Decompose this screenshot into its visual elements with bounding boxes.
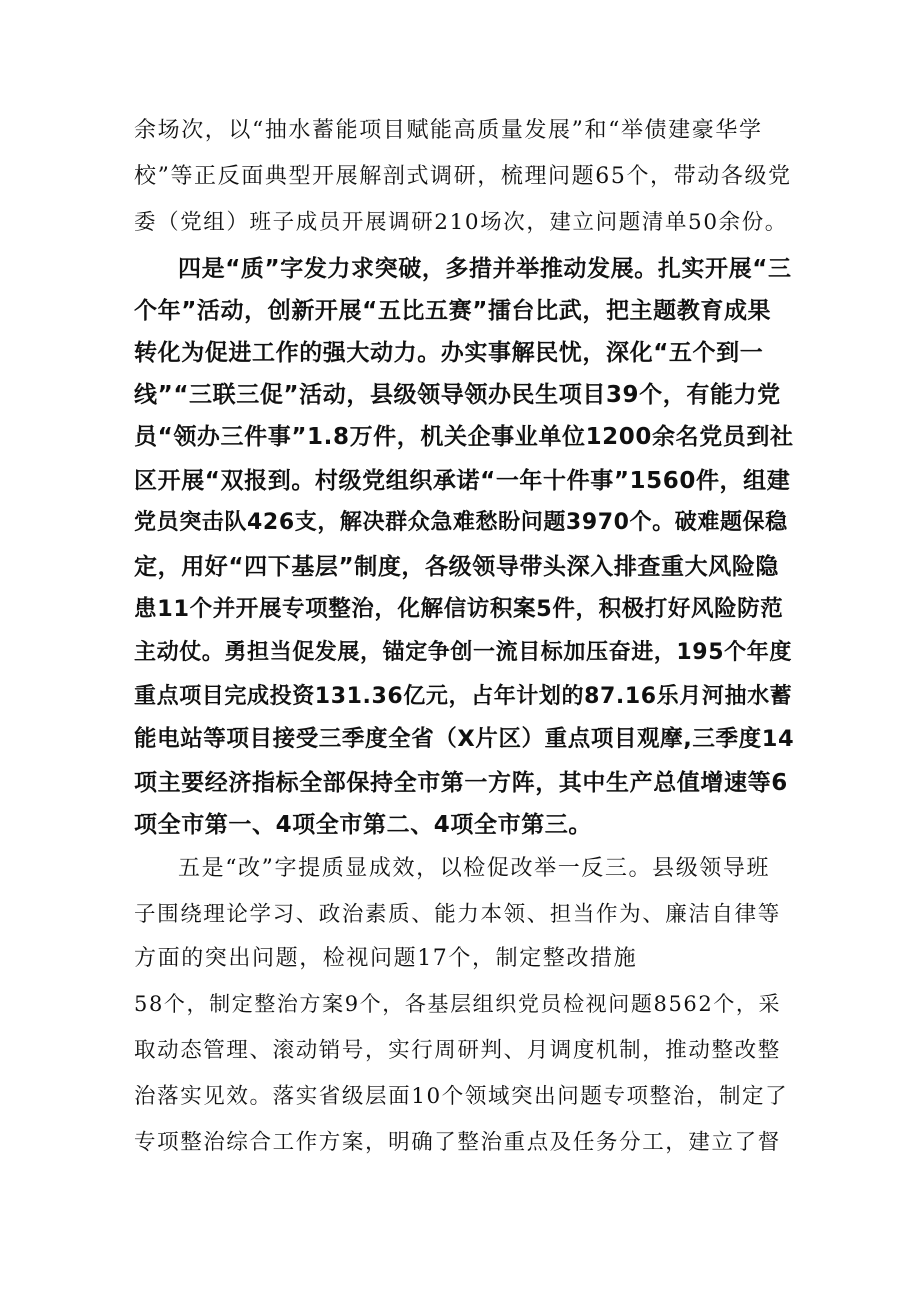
text-line: 项全市第一、4项全市第二、4项全市第三。 [134, 812, 593, 838]
text-line: 取动态管理、滚动销号，实行周研判、月调度机制，推动整改整 [134, 1038, 781, 1063]
text-line: 校”等正反面典型开展解剖式调研，梳理问题65个，带动各级党 [134, 164, 792, 189]
text-line: 能电站等项目接受三季度全省（X片区）重点项目观摩,三季度14 [134, 726, 795, 752]
text-line: 线”“三联三促”活动，县级领导领办民生项目39个，有能力党 [134, 382, 781, 408]
text-line: 项主要经济指标全部保持全市第一方阵，其中生产总值增速等6 [134, 770, 788, 796]
text-line: 委（党组）班子成员开展调研210场次，建立问题清单50余份。 [134, 210, 788, 235]
text-line: 员“领办三件事”1.8万件，机关企事业单位1200余名党员到社 [134, 424, 794, 450]
text-line: 区开展“双报到。村级党组织承诺“一年十件事”1560件，组建 [134, 468, 791, 494]
text-line: 五是“改”字提质显成效，以检促改举一反三。县级领导班 [178, 856, 771, 881]
text-line: 主动仗。勇担当促发展，锚定争创一流目标加压奋进，195个年度 [134, 640, 792, 665]
text-line: 个年”活动，创新开展“五比五赛”擂台比武，把主题教育成果 [134, 298, 772, 324]
text-line: 子围绕理论学习、政治素质、能力本领、担当作为、廉洁自律等 [134, 902, 781, 927]
text-line: 治落实见效。落实省级层面10个领域突出问题专项整治，制定了 [134, 1084, 789, 1109]
text-line: 党员突击队426支，解决群众急难愁盼问题3970个。破难题保稳 [134, 510, 788, 535]
text-line: 方面的突出问题，检视问题17个，制定整改措施 [134, 946, 638, 971]
text-line: 患11个并开展专项整治，化解信访积案5件，积极打好风险防范 [134, 596, 784, 622]
text-line: 余场次，以“抽水蓄能项目赋能高质量发展”和“举债建豪华学 [134, 118, 763, 143]
text-line: 定，用好“四下基层”制度，各级领导带头深入排查重大风险隐 [134, 554, 780, 580]
text-line: 58个，制定整治方案9个，各基层组织党员检视问题8562个，采 [134, 992, 782, 1016]
text-line: 重点项目完成投资131.36亿元，占年计划的87.16乐月河抽水蓄 [134, 684, 793, 709]
text-line: 四是“质”字发力求突破，多措并举推动发展。扎实开展“三 [178, 256, 792, 282]
text-line: 转化为促进工作的强大动力。办实事解民忧，深化“五个到一 [134, 340, 764, 366]
text-line: 专项整治综合工作方案，明确了整治重点及任务分工，建立了督 [134, 1130, 781, 1155]
